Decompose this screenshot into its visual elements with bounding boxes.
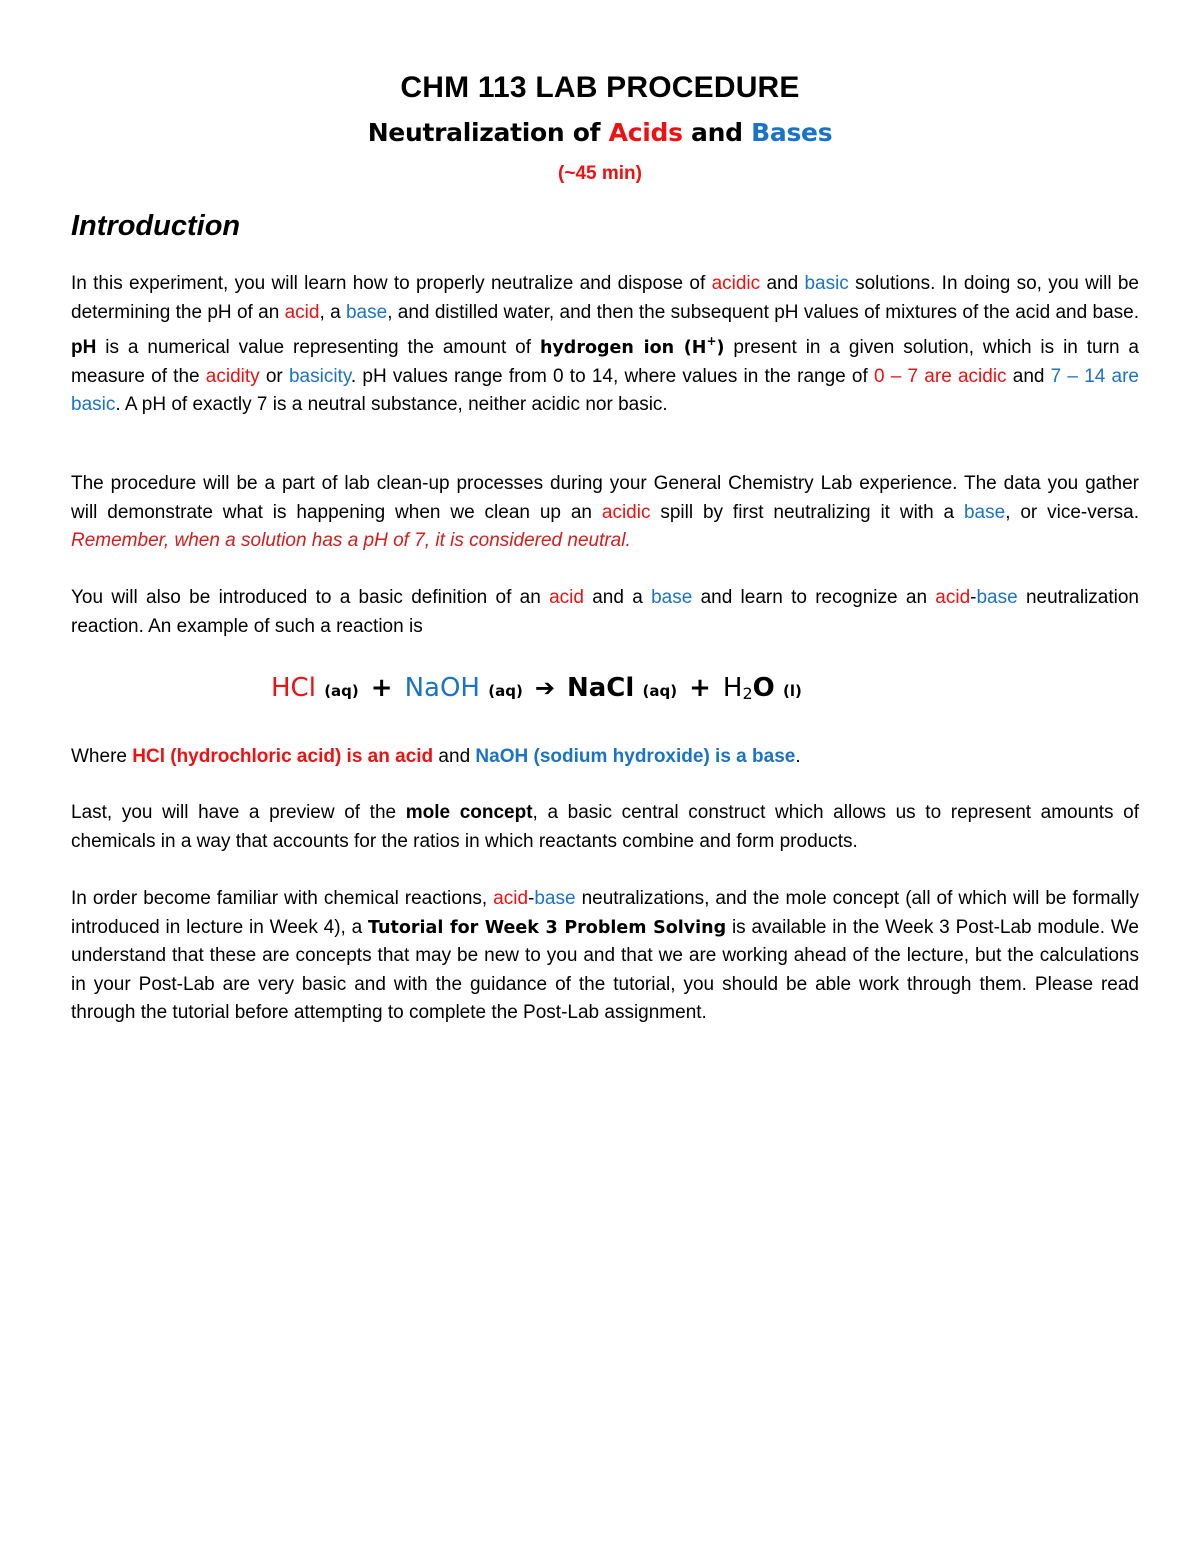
p1-text-7: present in a given solution, which is in turn a measure of the xyxy=(71,337,1139,387)
p3-text-3: and learn to recognize an xyxy=(692,587,936,608)
p6-text-1: In order become familiar with chemical reactions, xyxy=(71,888,494,909)
p2-text-3: , or vice-versa. xyxy=(1005,501,1139,523)
p4-naoh-description: NaOH (sodium hydroxide) is a base xyxy=(475,746,796,767)
subtitle-and: and xyxy=(682,118,752,147)
intro-paragraph-2 xyxy=(71,470,1139,556)
eq-state-aq-1: (aq) xyxy=(324,682,359,700)
subtitle-bases: Bases xyxy=(751,118,833,147)
eq-state-aq-3: (aq) xyxy=(642,682,678,700)
eq-plus-1: + xyxy=(370,673,393,703)
duration-label: (~45 min) xyxy=(558,163,642,184)
p1-hydrogen-superscript: + xyxy=(706,334,717,349)
eq-arrow-icon: ➔ xyxy=(534,674,555,702)
p6-text-2: neutralizations, and the mole concept (all of which will be formally introduced in lecture in Week 4), a xyxy=(71,888,1139,938)
p1-basic: basic xyxy=(804,273,849,294)
section-heading-introduction: Introduction xyxy=(71,210,241,242)
p5-text-2: , a basic central construct which allows us to represent amounts of chemicals in a way that accounts for the ratios in which reactants combine and form products. xyxy=(71,802,1140,852)
p3-acid: acid xyxy=(549,587,584,608)
p6-tutorial-title: Tutorial for Week 3 Problem Solving xyxy=(368,917,727,938)
p1-basicity: basicity xyxy=(288,365,351,387)
p6-base: base xyxy=(534,888,576,909)
p1-hydrogen-ion xyxy=(539,334,725,359)
p6-acid: acid xyxy=(493,888,529,909)
eq-water xyxy=(723,673,775,703)
p1-text-11: . A pH of exactly 7 is a neutral substance, neither acidic nor basic. xyxy=(115,394,668,416)
p1-text-10: and xyxy=(1006,365,1051,387)
subtitle-text: Neutralization of xyxy=(367,118,609,147)
p1-text-3: solutions. In doing so, you will be determining the pH of an xyxy=(71,273,1139,323)
subtitle-acids: Acids xyxy=(608,118,683,147)
p2-base: base xyxy=(963,501,1006,523)
p1-range-base: 7 – 14 are basic xyxy=(71,365,1139,416)
p1-base: base xyxy=(345,301,388,323)
p3-text-4: neutralization reaction. An example of such a reaction is xyxy=(71,587,1139,637)
p6-text-3: is available in the Week 3 Post-Lab module. We understand that these are concepts that may be new to you and that we are working ahead of the lecture, but the calculations in your Post-Lab are very basic and with the guidance of the tutorial, you should be able work through them. Please read through the tutorial before attempting to complete the Post-Lab assignment. xyxy=(71,916,1139,1024)
p1-acidic: acidic xyxy=(711,273,761,294)
p4-text-2: and xyxy=(433,746,476,767)
eq-water-h: H xyxy=(722,673,743,703)
p4-hcl-description: HCl (hydrochloric acid) is an acid xyxy=(132,746,434,767)
p1-text-1: In this experiment, you will learn how to properly neutralize and dispose of xyxy=(71,273,712,294)
p3-acid-2: acid xyxy=(935,587,971,608)
eq-water-o: O xyxy=(752,673,775,703)
p1-acid: acid xyxy=(284,301,320,323)
reaction-equation xyxy=(271,673,802,703)
eq-naoh: NaOH xyxy=(404,673,480,703)
p3-base: base xyxy=(651,587,693,608)
p2-text-2: spill by first neutralizing it with a xyxy=(650,501,964,523)
p3-text-2: and a xyxy=(583,587,652,608)
intro-paragraph-6 xyxy=(71,885,1139,1028)
page-title: CHM 113 LAB PROCEDURE xyxy=(400,71,800,104)
p1-text-6: is a numerical value representing the amount of xyxy=(96,337,540,359)
p1-text-2: and xyxy=(760,273,805,294)
p1-ph: pH xyxy=(71,337,97,359)
p1-text-8: or xyxy=(259,365,289,387)
p2-text-1: The procedure will be a part of lab clean-up processes during your General Chemistry Lab experience. The data you gather will demonstrate what is happening when we clean up an xyxy=(71,473,1139,523)
eq-hcl: HCl xyxy=(271,673,316,703)
p1-acidity: acidity xyxy=(205,365,260,387)
eq-nacl: NaCl xyxy=(566,673,635,703)
p1-range-acid: 0 – 7 are acidic xyxy=(873,365,1007,387)
p4-text-3: . xyxy=(795,746,801,767)
p3-dash: - xyxy=(970,587,977,608)
p3-base-2: base xyxy=(976,587,1018,608)
p5-mole-concept: mole concept xyxy=(405,802,533,823)
p1-hydrogen-close: ) xyxy=(716,338,725,359)
p1-text-5: , and distilled water, and then the subsequent pH values of mixtures of the acid and base. xyxy=(387,301,1139,323)
eq-state-l: (l) xyxy=(783,682,802,700)
p6-dash: - xyxy=(528,888,535,909)
p5-text-1: Last, you will have a preview of the xyxy=(71,802,406,823)
eq-plus-2: + xyxy=(689,673,711,703)
eq-water-subscript: 2 xyxy=(742,684,753,703)
intro-paragraph-3 xyxy=(71,584,1139,641)
p1-hydrogen-text: hydrogen ion (H xyxy=(539,338,707,359)
p2-remember-note: Remember, when a solution has a pH of 7, it is considered neutral. xyxy=(71,530,631,552)
p1-text-4: , a xyxy=(319,301,346,323)
p3-text-1: You will also be introduced to a basic definition of an xyxy=(71,587,550,608)
p1-text-9: . pH values range from 0 to 14, where values in the range of xyxy=(350,365,874,387)
intro-paragraph-1 xyxy=(71,270,1139,420)
eq-state-aq-2: (aq) xyxy=(488,682,523,700)
intro-paragraph-4 xyxy=(71,743,1139,772)
p4-text-1: Where xyxy=(71,746,133,767)
p2-acidic: acidic xyxy=(601,501,651,523)
intro-paragraph-5 xyxy=(71,799,1139,856)
page-subtitle xyxy=(0,118,1200,147)
